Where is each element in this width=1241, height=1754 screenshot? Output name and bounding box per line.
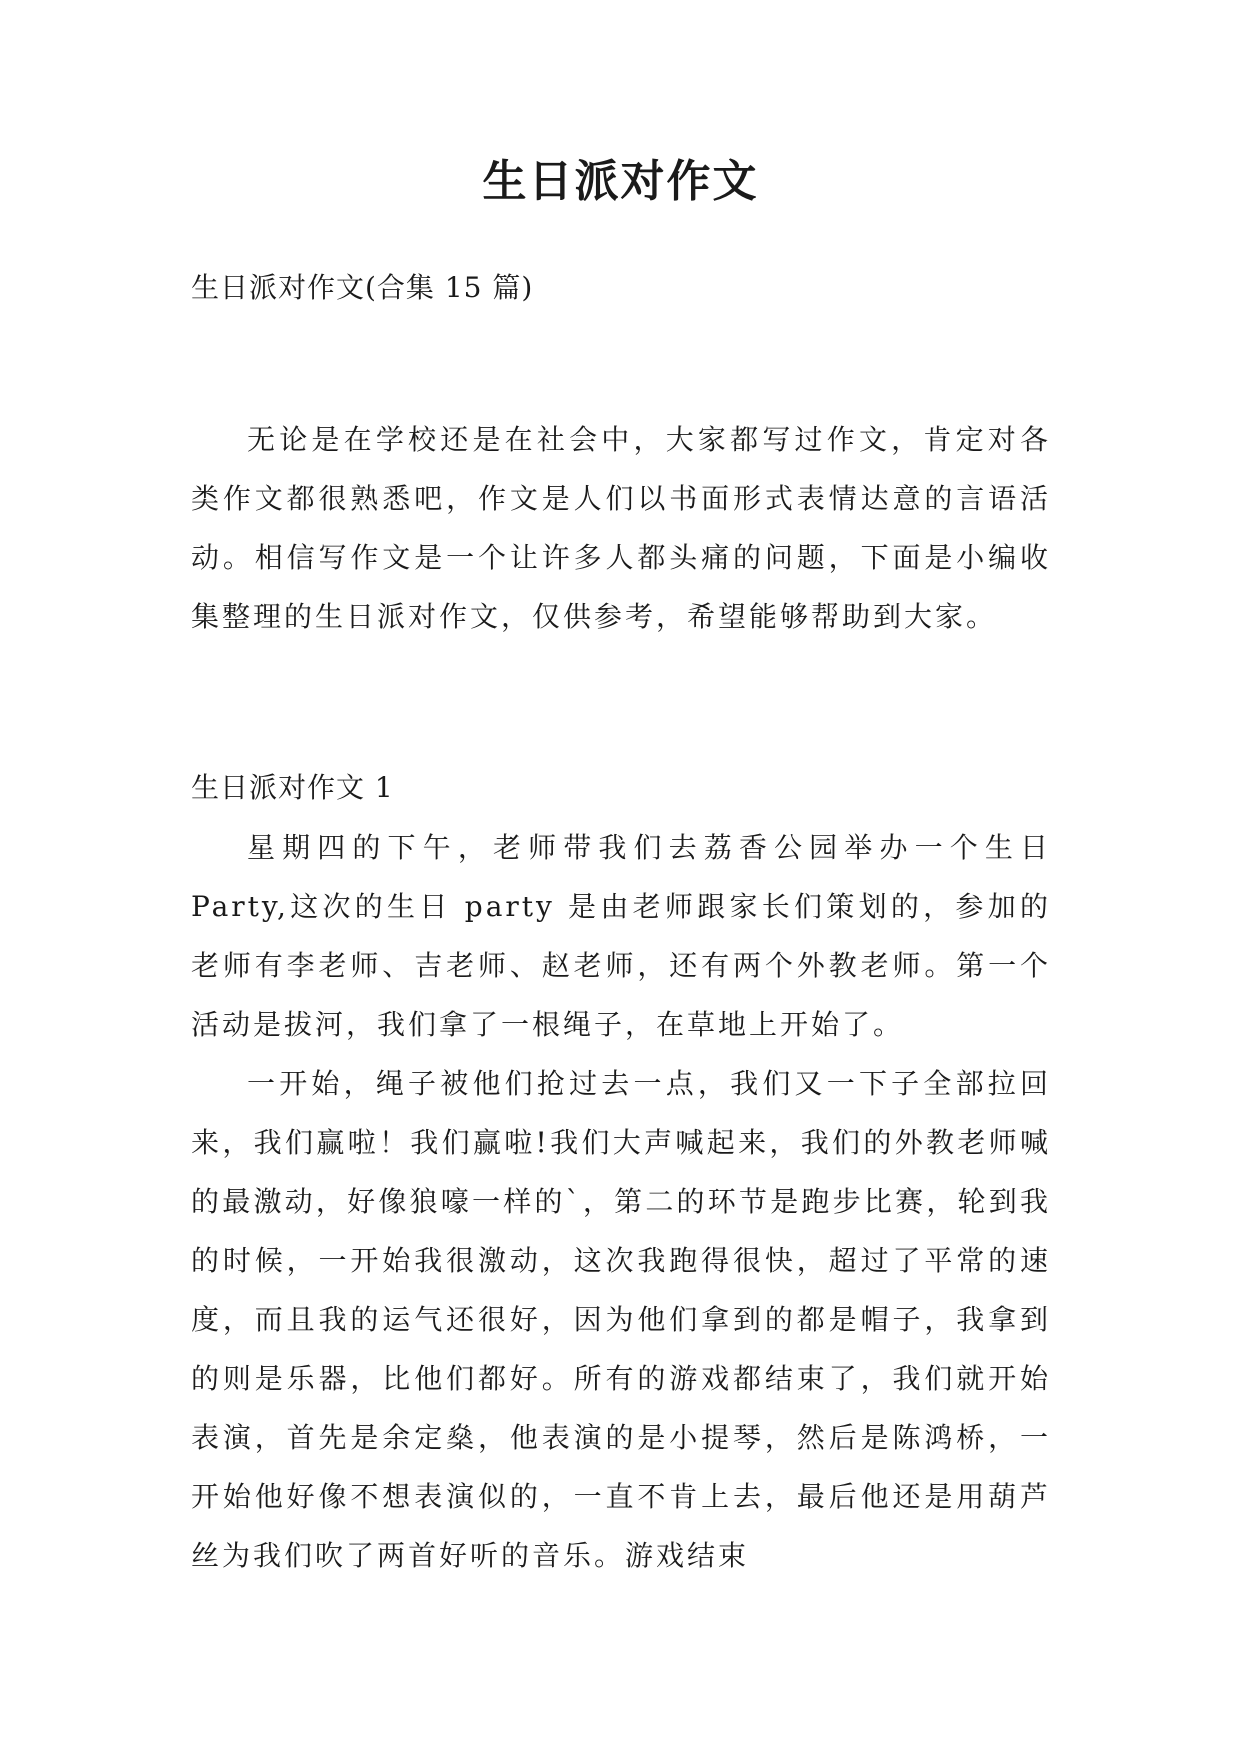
document-title: 生日派对作文 (482, 156, 759, 207)
body-paragraph: 星期四的下午，老师带我们去荔香公园举办一个生日 Party,这次的生日 party 是由老师跟家长们策划的，参加的老师有李老师、吉老师、赵老师，还有两个外教老师。第一个活动是拔河，我们拿了一根绳子，在草地上开始了。 (191, 831, 1051, 1041)
section-body (191, 818, 1051, 1585)
document-subtitle: 生日派对作文(合集 15 篇) (191, 271, 534, 304)
intro-paragraph: 无论是在学校还是在社会中，大家都写过作文，肯定对各类作文都很熟悉吧，作文是人们以书面形式表情达意的言语活动。相信写作文是一个让许多人都头痛的问题，下面是小编收集整理的生日派对作文，仅供参考，希望能够帮助到大家。 (191, 423, 1051, 633)
body-paragraph: 一开始，绳子被他们抢过去一点，我们又一下子全部拉回来，我们赢啦！我们赢啦!我们大声喊起来，我们的外教老师喊的最激动，好像狼嚎一样的`，第二的环节是跑步比赛，轮到我的时候，一开始我很激动，这次我跑得很快，超过了平常的速度，而且我的运气还很好，因为他们拿到的都是帽子，我拿到的则是乐器，比他们都好。所有的游戏都结束了，我们就开始表演，首先是余定燊，他表演的是小提琴，然后是陈鸿桥，一开始他好像不想表演似的，一直不肯上去，最后他还是用葫芦丝为我们吹了两首好听的音乐。游戏结束 (191, 1067, 1051, 1572)
section-heading: 生日派对作文 1 (191, 771, 394, 804)
